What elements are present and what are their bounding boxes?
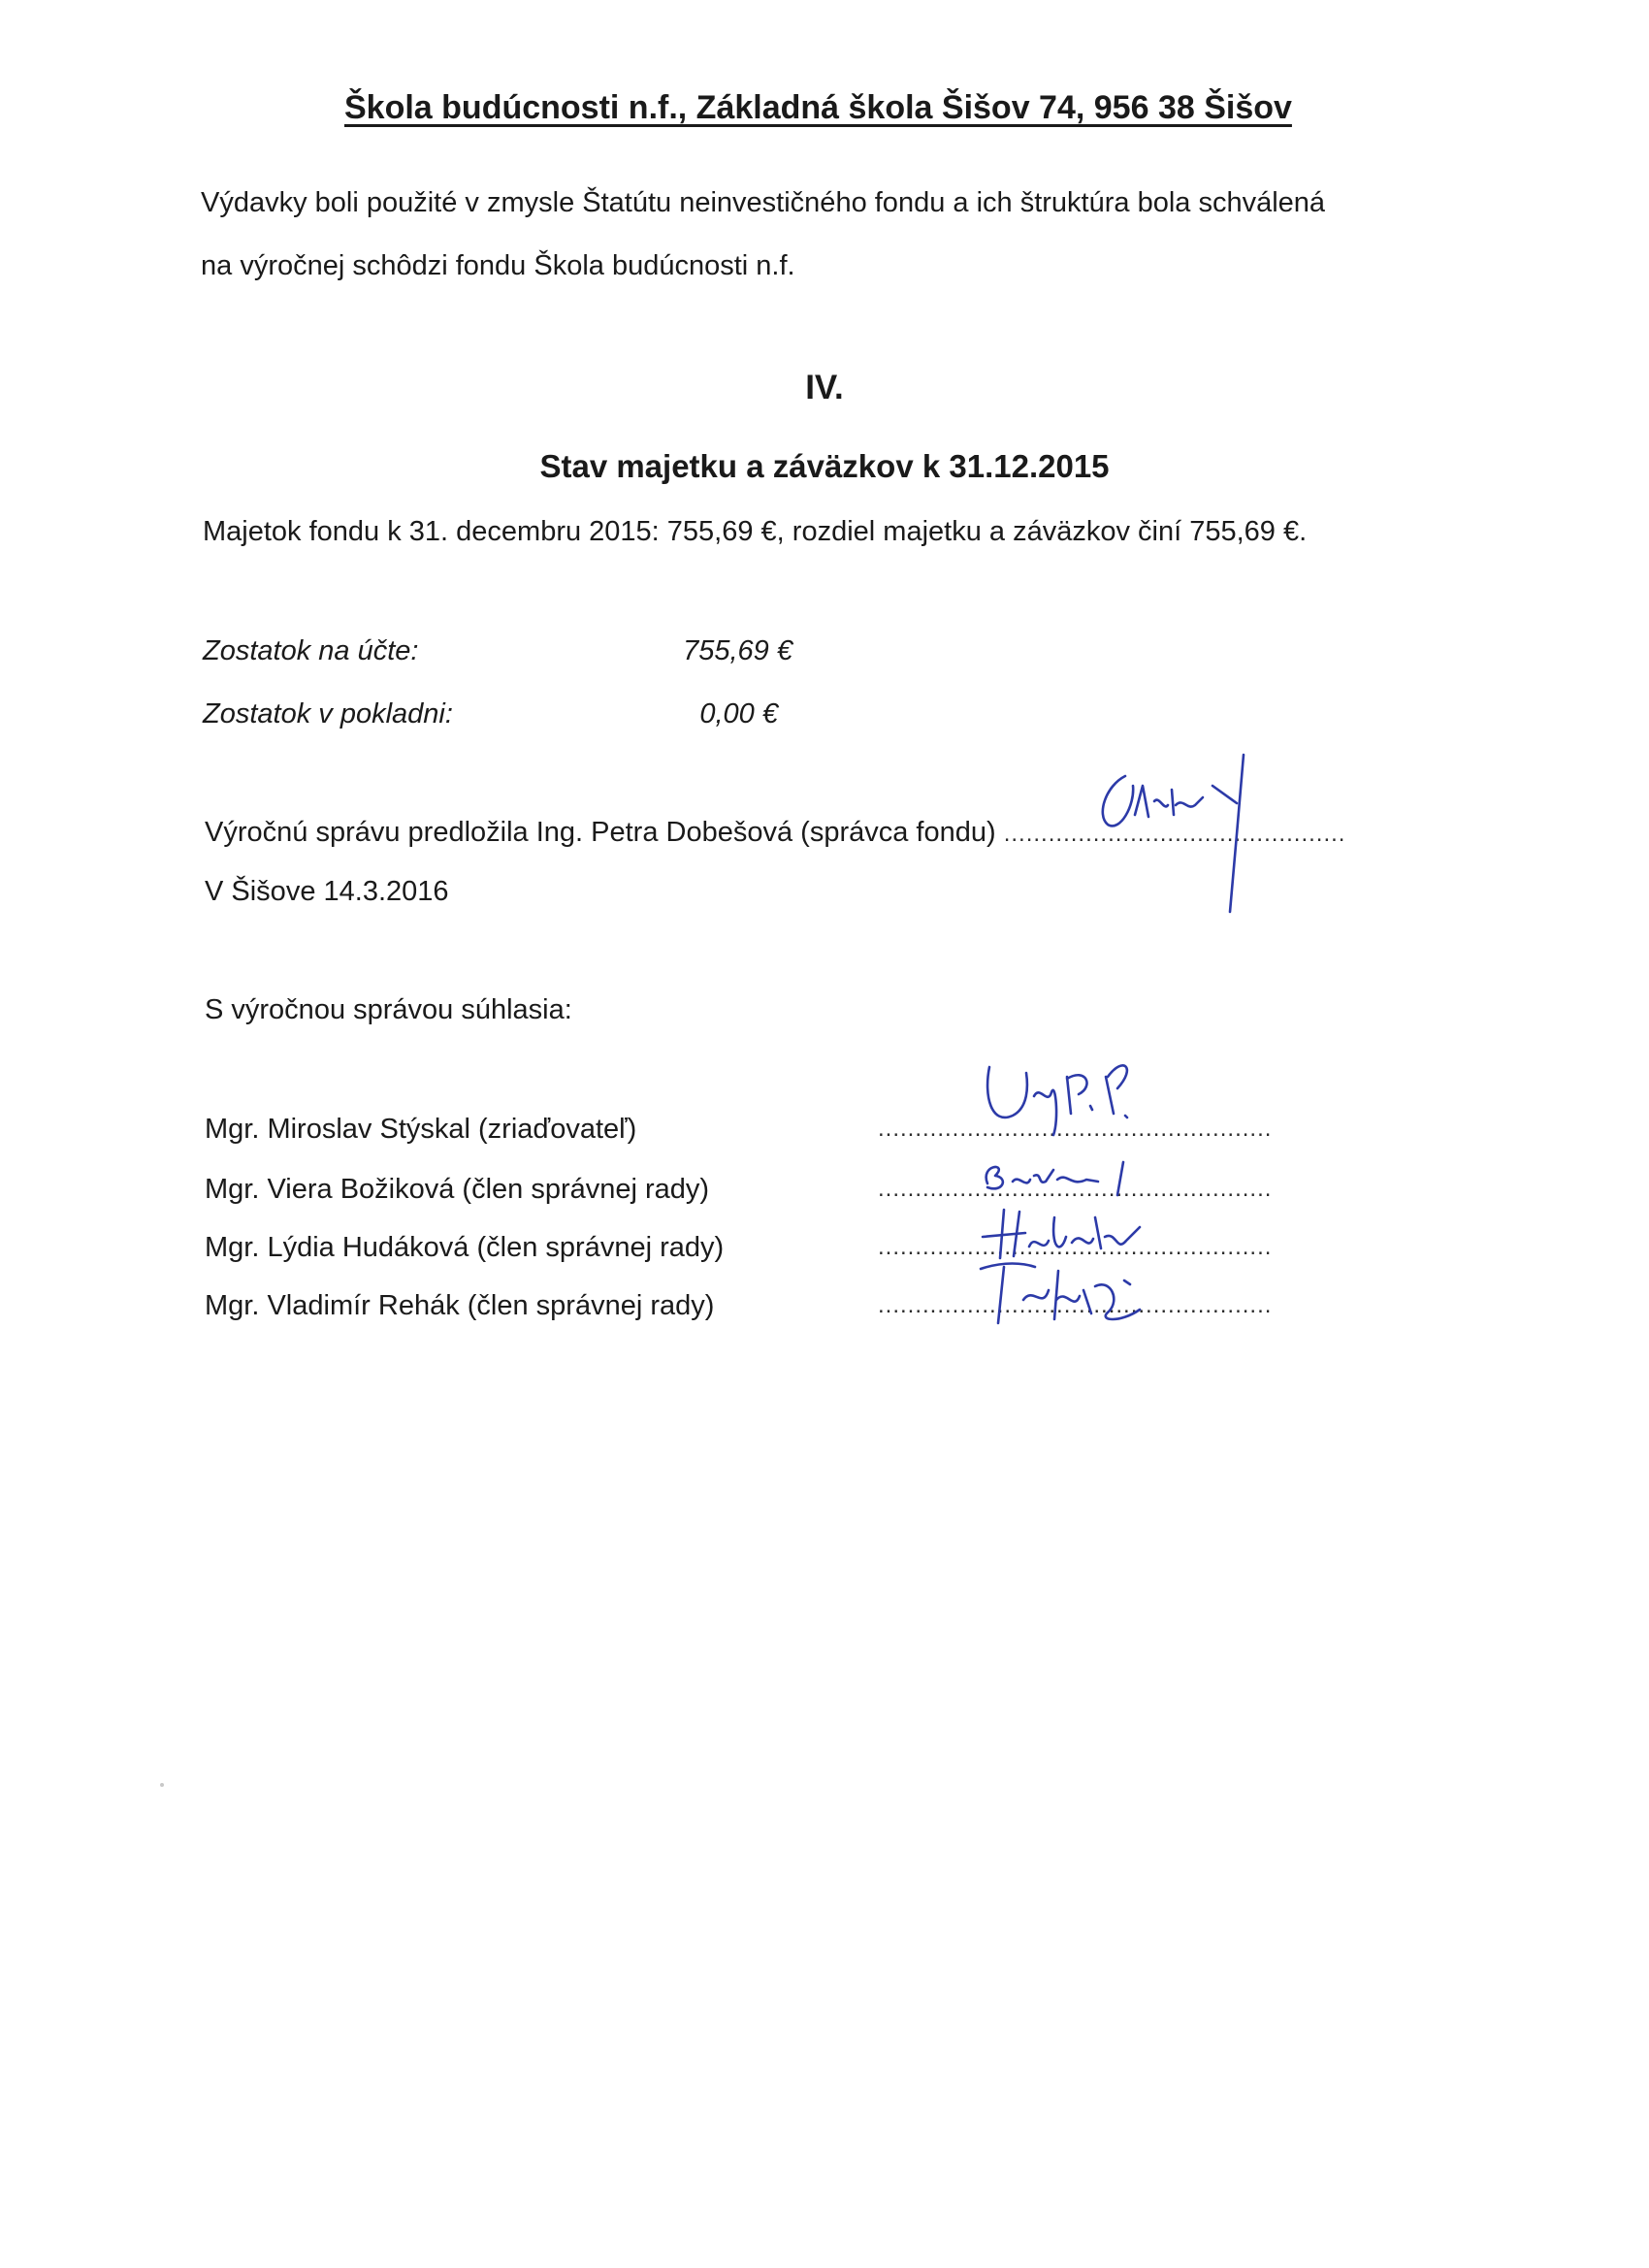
signature-bozikova (970, 1145, 1164, 1203)
balance-value-cash: 0,00 € (699, 698, 778, 729)
balance-label-cash: Zostatok v pokladni: (203, 698, 453, 729)
agreement-heading: S výročnou správou súhlasia: (205, 994, 572, 1025)
document-header: Škola budúcnosti n.f., Základná škola Šišov 74, 956 38 Šišov (344, 89, 1292, 126)
balance-label-account: Zostatok na účte: (203, 635, 419, 666)
submitted-by-text: Výročnú správu predložila Ing. Petra Dobešová (správca fondu) (205, 817, 1004, 848)
signatory-name: Mgr. Lýdia Hudáková (člen správnej rady) (205, 1232, 725, 1263)
scan-speck (160, 1783, 164, 1787)
signatory-line: ..................................................... (878, 1176, 1273, 1202)
signature-dobesova (1067, 747, 1290, 922)
balance-value-account: 755,69 € (683, 635, 792, 666)
section-title: Stav majetku a záväzkov k 31.12.2015 (539, 448, 1110, 484)
assets-statement: Majetok fondu k 31. decembru 2015: 755,69 €, rozdiel majetku a záväzkov činí 755,69 €. (203, 516, 1308, 547)
section-number: IV. (805, 369, 844, 406)
signatory-name: Mgr. Miroslav Stýskal (zriaďovateľ) (205, 1114, 637, 1145)
signature-rehak (965, 1251, 1159, 1329)
signatory-line: ..................................................... (878, 1234, 1273, 1260)
signatory-name: Mgr. Viera Božiková (člen správnej rady) (205, 1174, 710, 1205)
intro-line-2: na výročnej schôdzi fondu Škola budúcnosti n.f. (201, 250, 795, 281)
signatory-line: ..................................................... (878, 1116, 1273, 1142)
submitted-by-signature-line: .............................................. (1003, 821, 1346, 847)
intro-line-1: Výdavky boli použité v zmysle Štatútu neinvestičného fondu a ich štruktúra bola schválená (201, 187, 1326, 218)
signatory-line: ..................................................... (878, 1292, 1273, 1318)
place-date: V Šišove 14.3.2016 (205, 876, 449, 907)
signatory-name: Mgr. Vladimír Rehák (člen správnej rady) (205, 1290, 715, 1321)
